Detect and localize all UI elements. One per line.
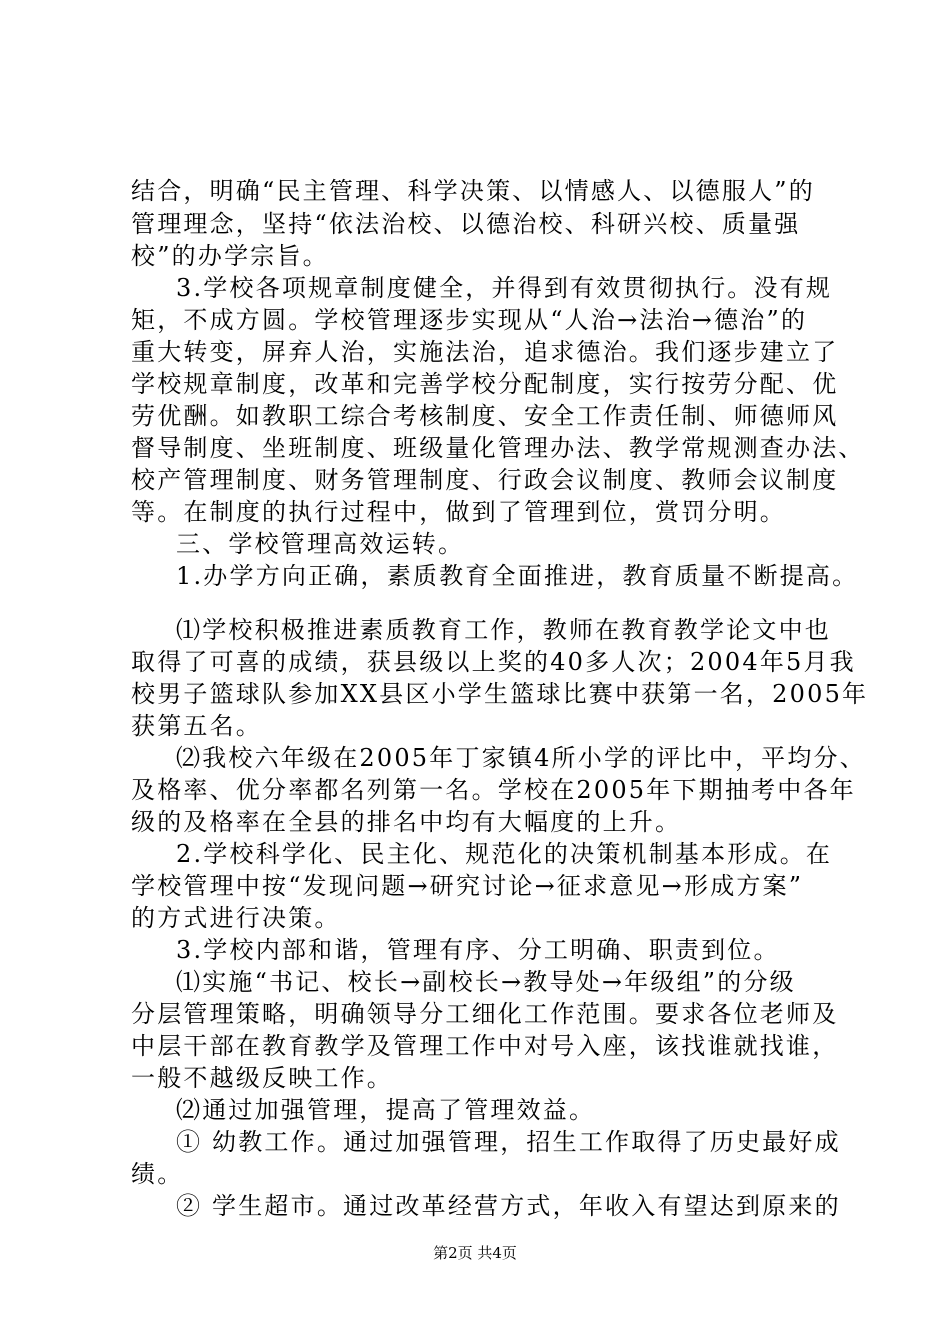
text-line: ② 学生超市。通过改革经营方式，年收入有望达到原来的 [176, 1192, 841, 1220]
text-line: 学校规章制度，改革和完善学校分配制度，实行按劳分配、优 [131, 370, 839, 398]
text-line: 绩。 [131, 1160, 184, 1188]
section-heading: 三、学校管理高效运转。 [176, 530, 465, 558]
text-line: 获第五名。 [131, 712, 262, 740]
text-line: 取得了可喜的成绩，获县级以上奖的40多人次；2004年5月我 [131, 648, 856, 676]
text-line: 校”的办学宗旨。 [131, 242, 329, 270]
text-line: 劳优酬。如教职工综合考核制度、安全工作责任制、师德师风 [131, 402, 839, 430]
text-line: 校男子篮球队参加XX县区小学生篮球比赛中获第一名，2005年 [131, 680, 869, 708]
text-line: 3.学校内部和谐，管理有序、分工明确、职责到位。 [176, 936, 780, 964]
text-line: ① 幼教工作。通过加强管理，招生工作取得了历史最好成 [176, 1128, 841, 1156]
text-line: 及格率、优分率都名列第一名。学校在2005年下期抽考中各年 [131, 776, 856, 804]
text-line: ⑵通过加强管理，提高了管理效益。 [176, 1096, 596, 1124]
text-line: 3.学校各项规章制度健全，并得到有效贯彻执行。没有规 [176, 274, 833, 302]
text-line: 2.学校科学化、民主化、规范化的决策机制基本形成。在 [176, 840, 833, 868]
text-line: 督导制度、坐班制度、班级量化管理办法、教学常规测查办法、 [131, 434, 865, 462]
text-line: 分层管理策略，明确领导分工细化工作范围。要求各位老师及 [131, 1000, 839, 1028]
text-line: 学校管理中按“发现问题→研究讨论→征求意见→形成方案” [131, 872, 804, 900]
text-line: 中层干部在教育教学及管理工作中对号入座，该找谁就找谁， [131, 1032, 839, 1060]
text-line: 管理理念，坚持“依法治校、以德治校、科研兴校、质量强 [131, 210, 801, 238]
text-line: ⑴学校积极推进素质教育工作，教师在教育教学论文中也 [176, 616, 831, 644]
text-line: 重大转变，屏弃人治，实施法治，追求德治。我们逐步建立了 [131, 338, 839, 366]
text-line: 级的及格率在全县的排名中均有大幅度的上升。 [131, 808, 682, 836]
text-line: 结合，明确“民主管理、科学决策、以情感人、以德服人”的 [131, 177, 815, 205]
text-line: 矩，不成方圆。学校管理逐步实现从“人治→法治→德治”的 [131, 306, 808, 334]
text-line: 等。在制度的执行过程中，做到了管理到位，赏罚分明。 [131, 498, 786, 526]
text-line: 1.办学方向正确，素质教育全面推进，教育质量不断提高。 [176, 562, 859, 590]
text-line: ⑵我校六年级在2005年丁家镇4所小学的评比中，平均分、 [176, 744, 866, 772]
text-line: 校产管理制度、财务管理制度、行政会议制度、教师会议制度 [131, 466, 839, 494]
text-line: 的方式进行决策。 [131, 904, 341, 932]
text-line: 一般不越级反映工作。 [131, 1064, 393, 1092]
page-number-footer: 第2页 共4页 [433, 1244, 517, 1262]
text-line: ⑴实施“书记、校长→副校长→教导处→年级组”的分级 [176, 968, 796, 996]
